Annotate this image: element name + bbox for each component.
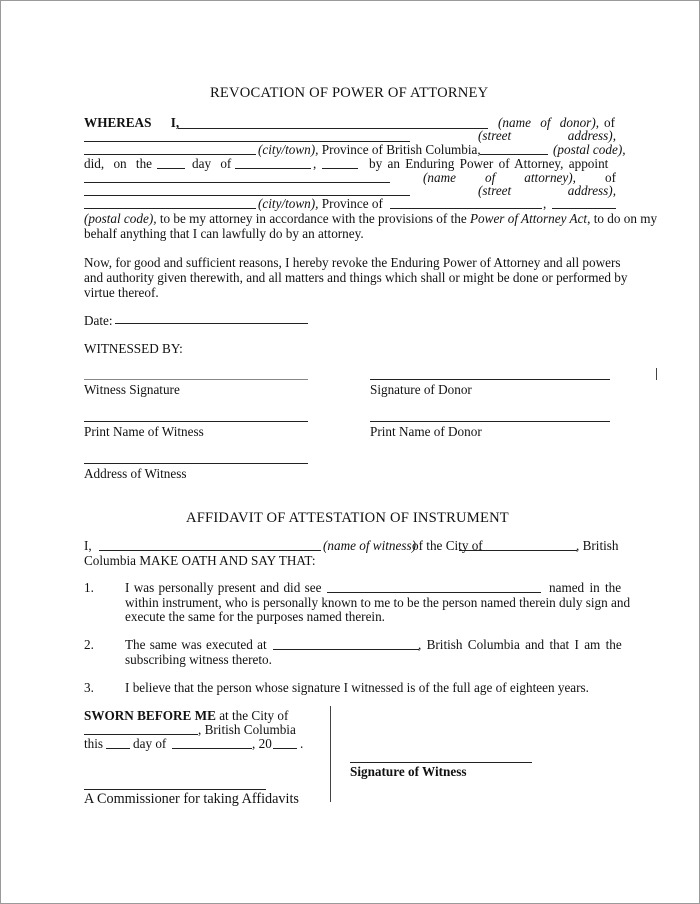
sworn-year-blank[interactable] <box>273 748 297 749</box>
province-text: Province of British Columbia, <box>321 142 481 157</box>
item-2-place-blank[interactable] <box>273 649 419 650</box>
item-2-text-a: The same was executed at <box>125 637 267 652</box>
of-word-2: of <box>604 170 616 185</box>
witness-name-blank[interactable] <box>99 550 321 551</box>
print-witness-label: Print Name of Witness <box>84 424 204 439</box>
margin-mark <box>656 368 657 380</box>
province-of-text: Province of <box>321 196 383 211</box>
address-witness-line[interactable] <box>84 463 308 464</box>
street-word-2: (street <box>478 183 512 198</box>
year-blank <box>322 168 358 169</box>
name-word: (name <box>423 170 456 185</box>
whereas-of: of <box>604 115 615 130</box>
street-address-label-2 <box>478 183 616 199</box>
comma-after-month: , <box>313 156 317 171</box>
at-the-city-of: at the City of <box>215 708 289 723</box>
commissioner-label: A Commissioner for taking Affidavits <box>84 791 299 807</box>
donor-signature-label: Signature of Donor <box>370 382 472 397</box>
sworn-month-blank[interactable] <box>172 748 252 749</box>
sworn-year-label: , 20 <box>252 736 272 751</box>
revocation-line-1: Now, for good and sufficient reasons, I hereby revoke the Enduring Power of Attorney and all powers <box>84 255 621 270</box>
item-3-text: I believe that the person whose signature I witnessed is of the full age of eighteen years. <box>125 680 589 695</box>
postal-code-blank <box>480 154 548 155</box>
city-town-label-2: (city/town), <box>258 196 319 211</box>
item-1-person-blank[interactable] <box>327 592 541 593</box>
comma-after-province: , <box>543 196 547 211</box>
witness-signature-line[interactable] <box>84 379 308 380</box>
donor-signature-line[interactable] <box>370 379 610 380</box>
sworn-this-label: this <box>84 736 104 751</box>
witnessed-by-label: WITNESSED BY: <box>84 341 183 356</box>
item-1-text-b: named in the <box>549 580 622 595</box>
item-1-number: 1. <box>84 580 94 595</box>
witness-signature-label: Witness Signature <box>84 382 180 397</box>
whereas-i: I, <box>170 115 180 130</box>
whereas-label: WHEREAS <box>84 115 152 130</box>
item-1-text-a: I was personally present and did see <box>125 580 322 595</box>
postal-code-blank-2 <box>552 208 616 209</box>
name-of-donor-label: (name of donor), <box>498 115 600 130</box>
item-2-number: 2. <box>84 637 94 652</box>
sworn-divider <box>330 706 331 802</box>
to-do-on-my-text: , to do on my <box>587 211 658 226</box>
city-town-blank-2 <box>84 208 256 209</box>
item-1-line-3: execute the same for the purposes named therein. <box>125 609 385 624</box>
day-of-label: day of <box>192 156 232 171</box>
revocation-line-2: and authority given therewith, and all matters and things which shall or might be done or performed by <box>84 270 628 285</box>
signature-of-witness-line[interactable] <box>350 762 532 763</box>
address-witness-label: Address of Witness <box>84 466 187 481</box>
sworn-before-me: SWORN BEFORE ME <box>84 708 216 723</box>
item-1-line-2: within instrument, who is personally known to me to be the person named therein duly sign and <box>125 595 631 610</box>
day-blank <box>157 168 185 169</box>
date-label: Date: <box>84 313 113 328</box>
donor-name-blank <box>178 128 488 129</box>
postal-code-label: (postal code), <box>553 142 626 157</box>
british-label: , British <box>576 538 619 553</box>
print-donor-line[interactable] <box>370 421 610 422</box>
name-of-witness-label: (name of witness) <box>323 538 417 553</box>
city-province-line-2 <box>258 196 383 212</box>
item-2-line-2: subscribing witness thereto. <box>125 652 272 667</box>
affidavit-title: AFFIDAVIT OF ATTESTATION OF INSTRUMENT <box>186 510 509 526</box>
address-word-2: address), <box>567 183 616 198</box>
postal-code-label-2: (postal code), <box>84 211 157 226</box>
revocation-line-3: virtue thereof. <box>84 285 159 300</box>
city-blank[interactable] <box>459 550 577 551</box>
attorney-name-blank <box>84 182 390 183</box>
behalf-text: behalf anything that I can lawfully do by an attorney. <box>84 226 364 241</box>
date-blank[interactable] <box>115 323 308 324</box>
print-witness-line[interactable] <box>84 421 308 422</box>
of-word: of <box>485 170 496 185</box>
affidavit-i: I, <box>84 538 92 553</box>
sworn-day-of-label: day of <box>133 736 167 751</box>
street-word: (street <box>478 128 512 143</box>
month-blank <box>235 168 311 169</box>
address-word: address), <box>567 128 616 143</box>
sworn-period: . <box>300 736 304 751</box>
sworn-day-blank[interactable] <box>106 748 130 749</box>
to-be-my-attorney-text: to be my attorney in accordance with the provisions of the <box>159 211 467 226</box>
of-the-city-label: of the City of <box>412 538 483 553</box>
to-be-my-attorney-line <box>84 211 657 227</box>
signature-of-witness-label: Signature of Witness <box>350 764 467 779</box>
by-enduring-label: by an Enduring Power of Attorney, appoint <box>369 156 609 171</box>
sworn-city-blank[interactable] <box>84 734 198 735</box>
item-3-number: 3. <box>84 680 94 695</box>
print-donor-label: Print Name of Donor <box>370 424 482 439</box>
attorney-word: attorney), <box>524 170 576 185</box>
commissioner-line[interactable] <box>84 789 266 790</box>
city-town-blank <box>84 154 256 155</box>
sworn-british-columbia: , British Columbia <box>198 722 296 737</box>
columbia-oath-text: Columbia MAKE OATH AND SAY THAT: <box>84 553 316 568</box>
city-town-label: (city/town), <box>258 142 319 157</box>
province-blank-2 <box>390 208 542 209</box>
document-title: REVOCATION OF POWER OF ATTORNEY <box>210 85 489 101</box>
act-name: Power of Attorney Act <box>470 211 588 226</box>
item-2-text-b: , British Columbia and that I am the <box>418 637 622 652</box>
did-on-the-label: did, on the <box>84 156 153 171</box>
